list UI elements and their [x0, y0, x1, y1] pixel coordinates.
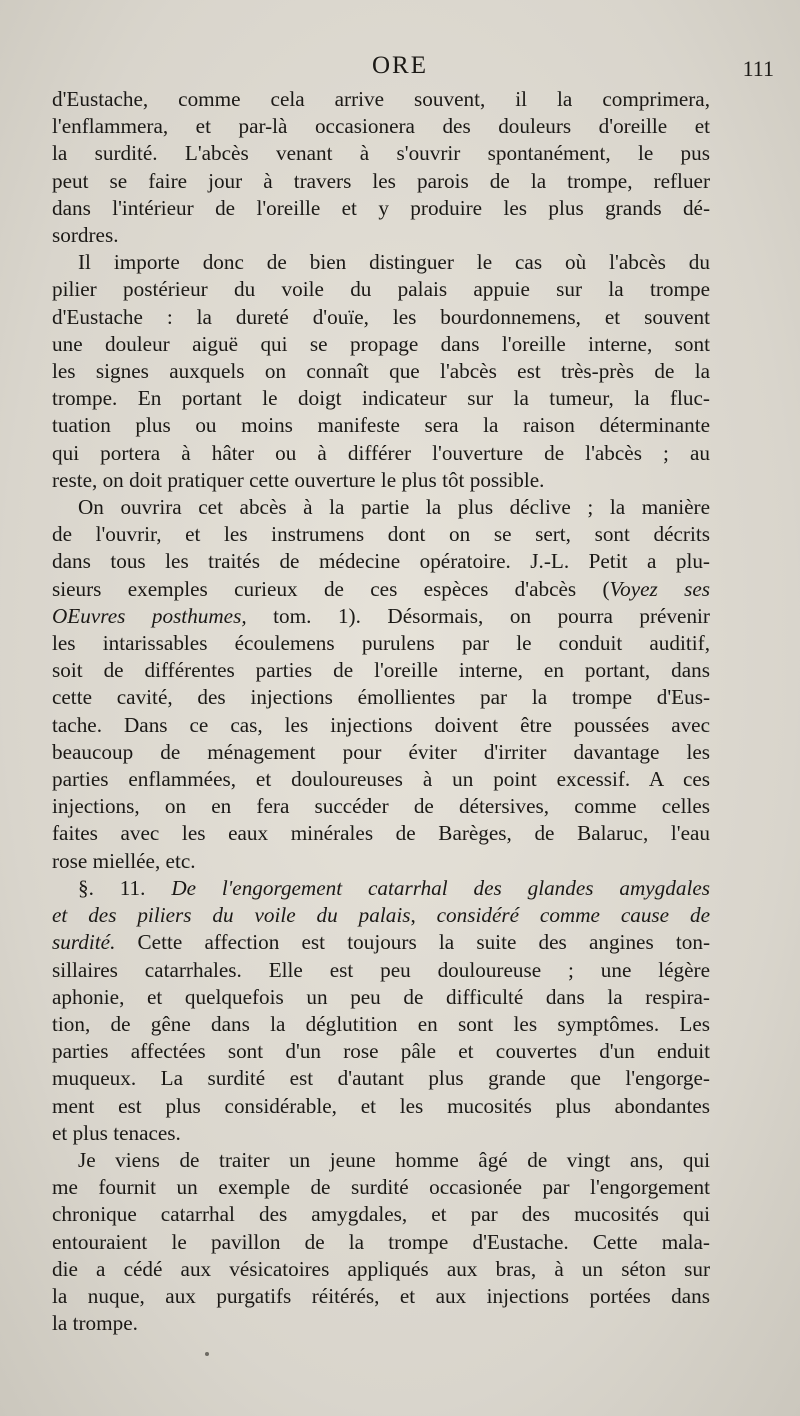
text-line: die a cédé aux vésicatoires appliqués aux bras, à un séton sur — [52, 1256, 710, 1281]
text-line: pilier postérieur du voile du palais appuie sur la trompe — [52, 277, 710, 302]
text-line: peut se faire jour à travers les parois de la trompe, refluer — [52, 168, 710, 193]
text-line — [52, 603, 710, 630]
text-line: de l'ouvrir, et les instrumens dont on se sert, sont décrits — [52, 522, 710, 547]
text-segment: sieurs exemples curieux de ces espèces d'abcès ( — [52, 576, 610, 601]
text-line: la surdité. L'abcès venant à s'ouvrir spontanément, le pus — [52, 141, 710, 166]
text-line: les signes auxquels on connaît que l'abcès est très-près de la — [52, 359, 710, 384]
text-line: et plus tenaces. — [52, 1120, 181, 1145]
italic-segment: OEuvres posthumes, — [52, 603, 247, 628]
text-line: beaucoup de ménagement pour éviter d'irriter davantage les — [52, 739, 710, 764]
text-line: chronique catarrhal des amygdales, et par des mucosités qui — [52, 1202, 710, 1227]
text-line — [52, 576, 710, 603]
text-line: On ouvrira cet abcès à la partie la plus déclive ; la manière — [78, 495, 710, 520]
text-line: la trompe. — [52, 1311, 138, 1336]
text-line: cette cavité, des injections émollientes par la trompe d'Eus- — [52, 685, 710, 710]
text-line: muqueux. La surdité est d'autant plus grande que l'engorge- — [52, 1066, 710, 1091]
italic-segment: De l'engorgement catarrhal des glandes amygdales — [171, 875, 710, 900]
text-segment: tom. 1). Désormais, on pourra prévenir — [246, 603, 710, 628]
text-line: reste, on doit pratiquer cette ouverture le plus tôt possible. — [52, 467, 545, 492]
ink-speck — [205, 1352, 209, 1356]
text-line: aphonie, et quelquefois un peu de difficulté dans la respira- — [52, 984, 710, 1009]
text-line: la nuque, aux purgatifs réitérés, et aux injections portées dans — [52, 1283, 710, 1308]
text-line: tache. Dans ce cas, les injections doivent être poussées avec — [52, 712, 710, 737]
italic-segment: considéré comme cause de — [436, 903, 710, 928]
text-line: Il importe donc de bien distinguer le cas où l'abcès du — [78, 250, 710, 275]
text-line: soit de différentes parties de l'oreille interne, en portant, dans — [52, 658, 710, 683]
page-header — [0, 50, 800, 86]
text-segment: Cette affection est toujours la suite des angines ton- — [115, 930, 710, 955]
text-line: entouraient le pavillon de la trompe d'Eustache. Cette mala- — [52, 1229, 710, 1254]
text-line: tuation plus ou moins manifeste sera la raison déterminante — [52, 413, 710, 438]
text-line: trompe. En portant le doigt indicateur sur la tumeur, la fluc- — [52, 386, 710, 411]
text-line — [52, 929, 710, 956]
text-line: ment est plus considérable, et les mucosités plus abondantes — [52, 1093, 710, 1118]
text-line: parties affectées sont d'un rose pâle et couvertes d'un enduit — [52, 1039, 710, 1064]
text-line: qui portera à hâter ou à différer l'ouverture de l'abcès ; au — [52, 440, 710, 465]
text-line: d'Eustache : la dureté d'ouïe, les bourdonnemens, et souvent — [52, 304, 710, 329]
text-segment: , — [410, 903, 437, 928]
page-number: 111 — [742, 56, 774, 81]
text-line: l'enflammera, et par-là occasionera des douleurs d'oreille et — [52, 114, 710, 139]
text-line: les intarissables écoulemens purulens par le conduit auditif, — [52, 631, 710, 656]
body-text — [52, 86, 710, 1337]
text-line: sordres. — [52, 223, 119, 248]
text-line: sillaires catarrhales. Elle est peu douloureuse ; une légère — [52, 957, 710, 982]
text-line: tion, de gêne dans la déglutition en sont les symptômes. Les — [52, 1011, 710, 1036]
text-line: dans tous les traités de médecine opératoire. J.-L. Petit a plu- — [52, 549, 710, 574]
text-line: dans l'intérieur de l'oreille et y produire les plus grands dé- — [52, 195, 710, 220]
text-line: une douleur aiguë qui se propage dans l'oreille interne, sont — [52, 331, 710, 356]
italic-segment: surdité. — [52, 930, 116, 955]
text-line: faites avec les eaux minérales de Barèges, de Balaruc, l'eau — [52, 821, 710, 846]
text-line: parties enflammées, et douloureuses à un point excessif. A ces — [52, 767, 710, 792]
text-line — [52, 902, 710, 929]
text-line: d'Eustache, comme cela arrive souvent, il la comprimera, — [52, 87, 710, 111]
italic-segment: et des piliers du voile du palais — [52, 903, 411, 928]
section-number: §. 11. — [78, 875, 146, 900]
section-heading-line — [52, 875, 710, 902]
running-head: ORE — [372, 52, 428, 79]
text-line: Je viens de traiter un jeune homme âgé de vingt ans, qui — [78, 1147, 710, 1172]
text-line: injections, on en fera succéder de détersives, comme celles — [52, 794, 710, 819]
text-line: rose miellée, etc. — [52, 848, 196, 873]
italic-segment: Voyez ses — [609, 576, 710, 601]
text-line: me fournit un exemple de surdité occasionée par l'engorgement — [52, 1175, 710, 1200]
